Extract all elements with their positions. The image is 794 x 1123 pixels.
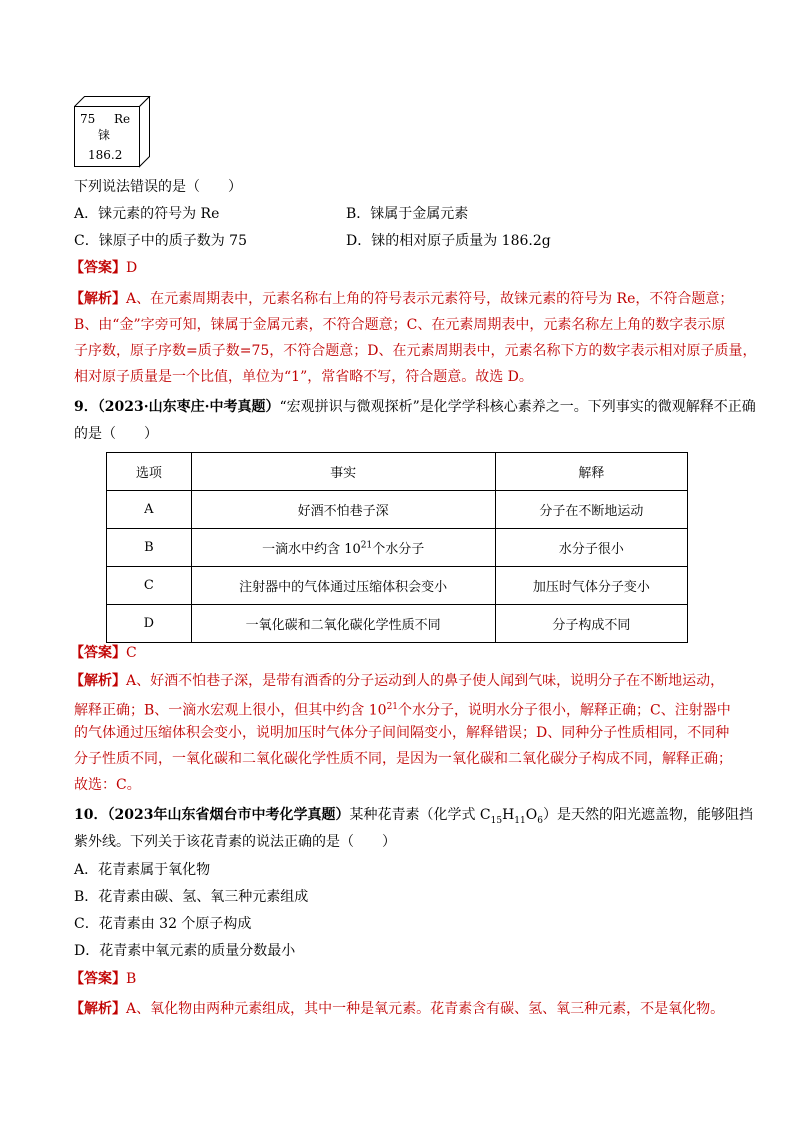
atomic-number: 75 xyxy=(80,112,96,126)
header-explanation: 解释 xyxy=(495,453,687,491)
atomic-mass: 186.2 xyxy=(88,148,123,162)
q8-option-a: A．铼元素的符号为 Re xyxy=(74,206,220,222)
answer-label: 【答案】 xyxy=(70,260,126,276)
table-row: B 一滴水中约含 $10^{21}$个水分子 水分子很小 xyxy=(107,529,688,567)
q10-option-c: C．花青素由 32 个原子构成 xyxy=(74,916,252,932)
q9-stem-line-1: 9．（2023·山东枣庄·中考真题）“宏观拼识与微观探析”是化学学科核心素养之一。下列事实的微观解释不正确 xyxy=(74,399,756,415)
q10-stem-line-1: 10．（2023年山东省烟台市中考化学真题）某种花青素（化学式 $C_{15}H_{11}O_6$）是天然的阳光遮盖物，能够阻挡 xyxy=(74,807,753,826)
q8-analysis-line-2: B、由“金”字旁可知，铼属于金属元素，不符合题意；C、在元素周期表中，元素名称左上角的数字表示原 xyxy=(74,317,726,333)
q10-option-d: D．花青素中氧元素的质量分数最小 xyxy=(74,943,296,959)
table-header-row xyxy=(107,453,688,491)
element-name: 铼 xyxy=(98,128,111,142)
q9-table xyxy=(106,452,688,643)
q8-analysis-line-1: 【解析】A、在元素周期表中，元素名称右上角的符号表示元素符号，故铼元素的符号为 Re，不符合题意； xyxy=(70,291,734,307)
q9-analysis-line-3: 的气体通过压缩体积会变小，说明加压时气体分子间间隔变小，解释错误；D、同种分子性质相同，不同种 xyxy=(74,725,730,741)
q8-option-c: C．铼原子中的质子数为 75 xyxy=(74,233,247,249)
q9-source: （2023·山东枣庄·中考真题） xyxy=(97,399,280,415)
q8-analysis-line-4: 相对原子质量是一个比值，单位为“1”，常省略不写，符合题意。故选 D。 xyxy=(74,369,533,385)
q9-number: 9． xyxy=(74,399,98,415)
answer-value: D xyxy=(126,260,138,276)
analysis-label: 【解析】 xyxy=(70,291,126,307)
q10-option-a: A．花青素属于氧化物 xyxy=(74,862,211,878)
q9-analysis-line-5: 故选：C。 xyxy=(74,777,141,793)
header-fact: 事实 xyxy=(191,453,495,491)
q8-stem: 下列说法错误的是（ ） xyxy=(74,179,242,195)
q8-option-d: D．铼的相对原子质量为 186.2g xyxy=(346,233,551,249)
table-row: C 注射器中的气体通过压缩体积会变小 加压时气体分子变小 xyxy=(107,567,688,605)
q9-answer xyxy=(70,640,137,666)
element-tile xyxy=(74,96,150,166)
table-row: A 好酒不怕巷子深 分子在不断地运动 xyxy=(107,491,688,529)
answer-label: 【答案】 xyxy=(70,971,126,987)
q10-answer xyxy=(70,966,136,992)
q8-answer xyxy=(70,255,137,281)
header-option: 选项 xyxy=(107,453,192,491)
q10-analysis-line-1: 【解析】A、氧化物由两种元素组成，其中一种是氧元素。花青素含有碳、氢、氧三种元素，不是氧化物。 xyxy=(70,1001,725,1017)
q8-option-b: B．铼属于金属元素 xyxy=(346,206,469,222)
q10-option-b: B．花青素由碳、氢、氧三种元素组成 xyxy=(74,889,309,905)
q10-source: （2023年山东省烟台市中考化学真题） xyxy=(107,807,350,823)
table-row: D 一氧化碳和二氧化碳化学性质不同 分子构成不同 xyxy=(107,605,688,643)
answer-label: 【答案】 xyxy=(70,645,126,661)
analysis-label: 【解析】 xyxy=(70,1001,126,1017)
analysis-label: 【解析】 xyxy=(70,673,126,689)
q9-stem-line-2: 的是（ ） xyxy=(74,426,158,442)
q8-analysis-line-3: 子序数，原子序数=质子数=75，不符合题意；D、在元素周期表中，元素名称下方的数字表示相对原子质量， xyxy=(74,343,757,359)
q9-analysis-line-2: 解释正确；B、一滴水宏观上很小，但其中约含 $10^{21}$个水分子，说明水分子很小，解释正确；C、注射器中 xyxy=(74,702,731,719)
q10-stem-line-2: 紫外线。下列关于该花青素的说法正确的是（ ） xyxy=(74,834,396,850)
q10-number: 10． xyxy=(74,807,108,823)
q9-analysis-line-1: 【解析】A、好酒不怕巷子深，是带有酒香的分子运动到人的鼻子使人闻到气味，说明分子在不断地运动， xyxy=(70,673,725,689)
q9-analysis-line-4: 分子性质不同，一氧化碳和二氧化碳化学性质不同，是因为一氧化碳和二氧化碳分子构成不同，解释正确； xyxy=(74,751,732,767)
answer-value: C xyxy=(126,645,137,661)
element-symbol: Re xyxy=(114,112,131,126)
answer-value: B xyxy=(126,971,137,987)
